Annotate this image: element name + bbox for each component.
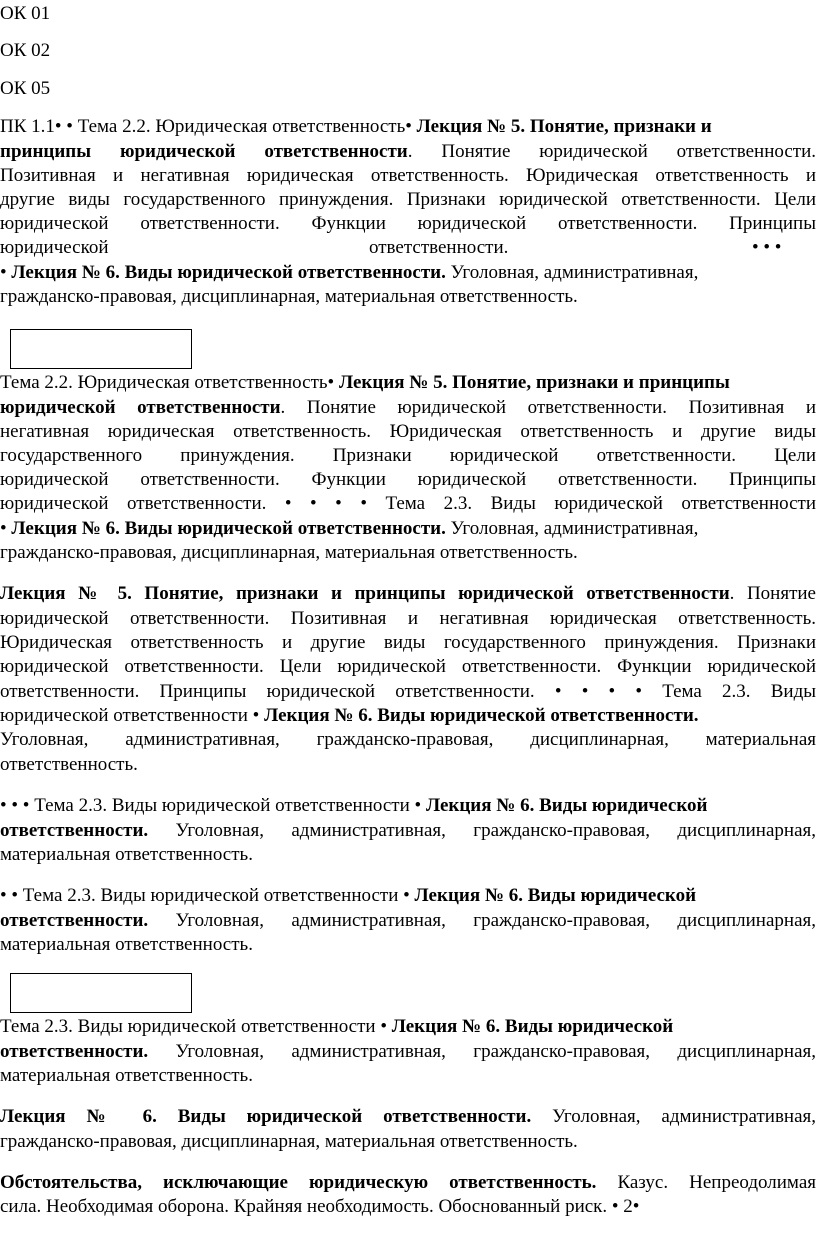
p1-line2: принципы юридической ответственности. Понятие юридической ответственности.: [0, 141, 816, 162]
p3-line3: Юридическая ответственность и другие виды государственного принуждения. Признаки: [0, 632, 816, 653]
p3-line7: Уголовная, административная, гражданско-правовая, дисциплинарная, материальная: [0, 729, 816, 750]
p5-line3: материальная ответственность.: [0, 934, 253, 955]
p1-line6b: ответственности.: [369, 237, 509, 258]
p6-line2: ответственности. Уголовная, административная, гражданско-правовая, дисциплинарная,: [0, 1041, 816, 1062]
empty-box-1: [10, 329, 192, 369]
code-ok02: ОК 02: [0, 40, 51, 61]
code-ok01: ОК 01: [0, 3, 51, 24]
p4-line2: ответственности. Уголовная, административная, гражданско-правовая, дисциплинарная,: [0, 820, 816, 841]
p2-line8: гражданско-правовая, дисциплинарная, материальная ответственность.: [0, 542, 578, 563]
p1-line3: Позитивная и негативная юридическая ответственность. Юридическая ответственность и: [0, 165, 816, 186]
code-ok05: ОК 05: [0, 78, 51, 99]
empty-box-2: [10, 973, 192, 1013]
p1-line8: гражданско-правовая, дисциплинарная, материальная ответственность.: [0, 286, 578, 307]
p1-bullets: • • •: [752, 237, 782, 258]
p3-line8: ответственность.: [0, 754, 138, 775]
p6-line3: материальная ответственность.: [0, 1065, 253, 1086]
p8-line2: сила. Необходимая оборона. Крайняя необходимость. Обоснованный риск. • 2•: [0, 1196, 640, 1217]
p2-line5: юридической ответственности. Функции юридической ответственности. Принципы: [0, 469, 816, 490]
p2-line6: юридической ответственности. • • • • Тема 2.3. Виды юридической ответственности: [0, 493, 816, 514]
p1-line5: юридической ответственности. Функции юридической ответственности. Принципы: [0, 213, 816, 234]
p7-line1: Лекция № 6. Виды юридической ответственности. Уголовная, административная,: [0, 1106, 816, 1127]
p5-line2: ответственности. Уголовная, административная, гражданско-правовая, дисциплинарная,: [0, 910, 816, 931]
p2-line2: юридической ответственности. Понятие юридической ответственности. Позитивная и: [0, 397, 816, 418]
p3-line1: Лекция № 5. Понятие, признаки и принципы юридической ответственности. Понятие: [0, 583, 816, 604]
p5-line1: • • Тема 2.3. Виды юридической ответственности • Лекция № 6. Виды юридической: [0, 885, 697, 906]
p2-line1: Тема 2.2. Юридическая ответственность• Лекция № 5. Понятие, признаки и принципы: [0, 372, 730, 393]
p1-line7: • Лекция № 6. Виды юридической ответственности. Уголовная, административная,: [0, 262, 699, 283]
p2-line4: государственного принуждения. Признаки юридической ответственности. Цели: [0, 445, 816, 466]
p2-line7: • Лекция № 6. Виды юридической ответственности. Уголовная, административная,: [0, 518, 699, 539]
p4-line1: • • • Тема 2.3. Виды юридической ответственности • Лекция № 6. Виды юридической: [0, 795, 708, 816]
p6-line1: Тема 2.3. Виды юридической ответственности • Лекция № 6. Виды юридической: [0, 1016, 674, 1037]
p8-line1: Обстоятельства, исключающие юридическую ответственность. Казус. Непреодолимая: [0, 1172, 816, 1193]
p1-line6a: юридической: [0, 237, 109, 258]
p3-line2: юридической ответственности. Позитивная и негативная юридическая ответственность.: [0, 608, 816, 629]
p2-line3: негативная юридическая ответственность. Юридическая ответственность и другие виды: [0, 421, 816, 442]
p7-line2: гражданско-правовая, дисциплинарная, материальная ответственность.: [0, 1131, 578, 1152]
p4-line3: материальная ответственность.: [0, 844, 253, 865]
p1-line1: ПК 1.1• • Тема 2.2. Юридическая ответственность• Лекция № 5. Понятие, признаки и: [0, 116, 712, 137]
p3-line6: юридической ответственности • Лекция № 6. Виды юридической ответственности.: [0, 705, 699, 726]
p1-line4: другие виды государственного принуждения. Признаки юридической ответственности. Цели: [0, 189, 816, 210]
p3-line4: юридической ответственности. Цели юридической ответственности. Функции юридической: [0, 656, 816, 677]
p3-line5: ответственности. Принципы юридической ответственности. • • • • Тема 2.3. Виды: [0, 681, 816, 702]
